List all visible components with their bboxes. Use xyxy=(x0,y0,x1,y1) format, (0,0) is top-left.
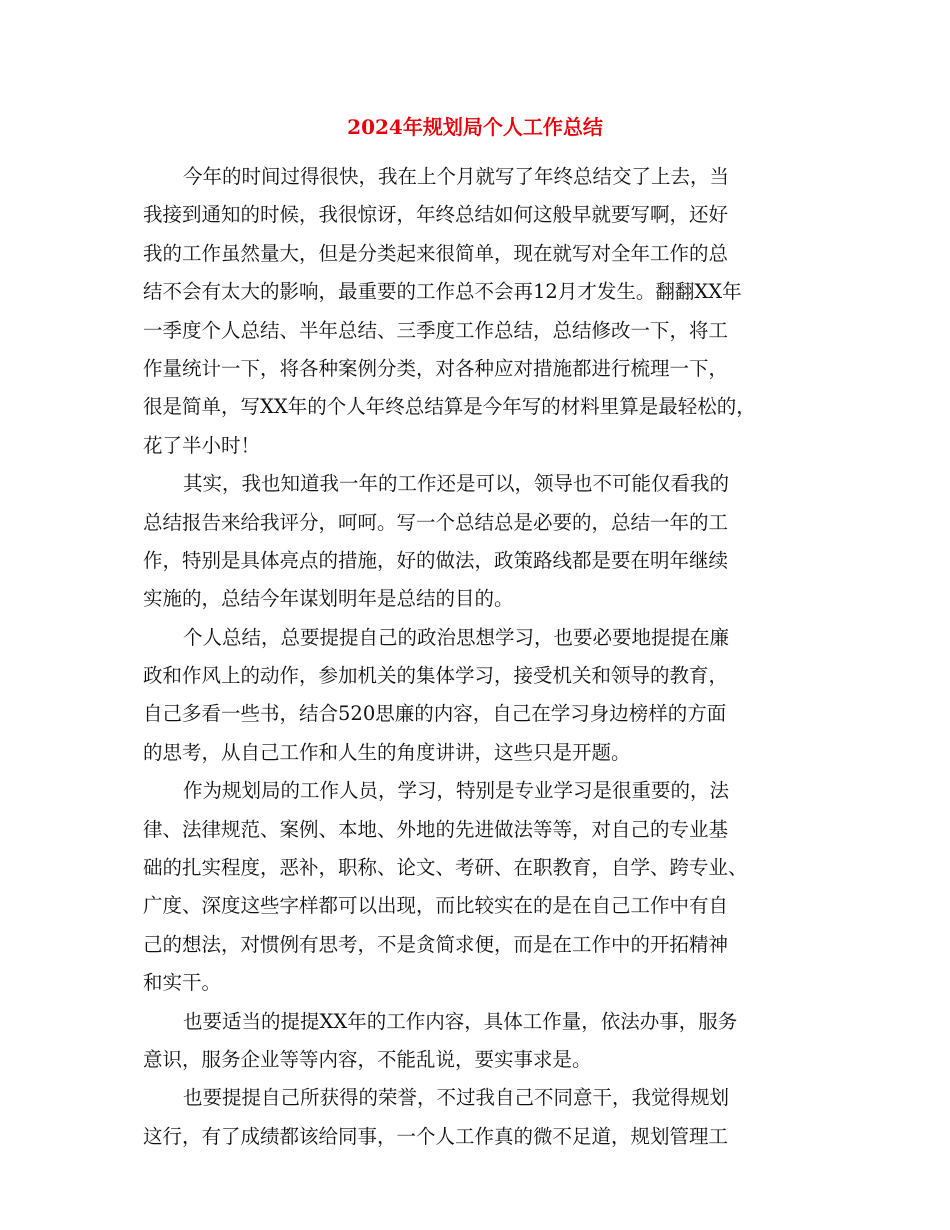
text-line: 础的扎实程度，恶补，职称、论文、考研、在职教育，自学、跨专业、 xyxy=(143,856,748,880)
text-line: 总结报告来给我评分，呵呵。写一个总结总是必要的，总结一年的工 xyxy=(143,510,729,534)
paragraph-2 xyxy=(143,465,813,619)
text-line: 个人总结，总要提提自己的政治思想学习，也要必要地提提在廉 xyxy=(183,625,730,649)
text-line: 的思考，从自己工作和人生的角度讲讲，这些只是开题。 xyxy=(143,740,631,764)
text-line: 意识，服务企业等等内容，不能乱说，要实事求是。 xyxy=(143,1047,592,1071)
paragraph-3 xyxy=(143,619,813,773)
text-line: 也要适当的提提XX年的工作内容，具体工作量，依法办事，服务 xyxy=(183,1009,738,1033)
text-line: 和实干。 xyxy=(143,971,222,995)
text-line: 政和作风上的动作，参加机关的集体学习，接受机关和领导的教育， xyxy=(143,664,729,688)
text-line: 其实，我也知道我一年的工作还是可以，领导也不可能仅看我的 xyxy=(183,472,730,496)
text-line: 实施的，总结今年谋划明年是总结的目的。 xyxy=(143,587,514,611)
text-line: 作量统计一下，将各种案例分类，对各种应对措施都进行梳理一下， xyxy=(143,356,729,380)
text-line: 很是简单，写XX年的个人年终总结算是今年写的材料里算是最轻松的， xyxy=(143,395,756,419)
text-line: 结不会有太大的影响，最重要的工作总不会再12月才发生。翻翻XX年 xyxy=(143,280,742,304)
document-body xyxy=(143,158,813,1156)
text-line: 也要提提自己所获得的荣誉，不过我自己不同意干，我觉得规划 xyxy=(183,1086,730,1110)
document-title: 2024年规划局个人工作总结 xyxy=(347,115,603,139)
text-line: 我的工作虽然量大，但是分类起来很简单，现在就写对全年工作的总 xyxy=(143,241,729,265)
text-line: 己的想法，对惯例有思考，不是贪简求便，而是在工作中的开拓精神 xyxy=(143,932,729,956)
text-line: 广度、深度这些字样都可以出现，而比较实在的是在自己工作中有自 xyxy=(143,894,729,918)
paragraph-4 xyxy=(143,772,813,1002)
paragraph-6 xyxy=(143,1079,813,1156)
text-line: 一季度个人总结、半年总结、三季度工作总结，总结修改一下，将工 xyxy=(143,318,729,342)
text-line: 作，特别是具体亮点的措施，好的做法，政策路线都是要在明年继续 xyxy=(143,548,729,572)
paragraph-5 xyxy=(143,1003,813,1080)
text-line: 这行，有了成绩都该给同事，一个人工作真的微不足道，规划管理工 xyxy=(143,1124,729,1148)
paragraph-1 xyxy=(143,158,813,465)
text-line: 我接到通知的时候，我很惊讶，年终总结如何这般早就要写啊，还好 xyxy=(143,203,729,227)
text-line: 作为规划局的工作人员，学习，特别是专业学习是很重要的，法 xyxy=(183,779,730,803)
text-line: 花了半小时！ xyxy=(143,433,261,457)
text-line: 自己多看一些书，结合520思廉的内容，自己在学习身边榜样的方面 xyxy=(143,702,727,726)
text-line: 律、法律规范、案例、本地、外地的先进做法等等，对自己的专业基 xyxy=(143,817,729,841)
text-line: 今年的时间过得很快，我在上个月就写了年终总结交了上去，当 xyxy=(183,165,730,188)
